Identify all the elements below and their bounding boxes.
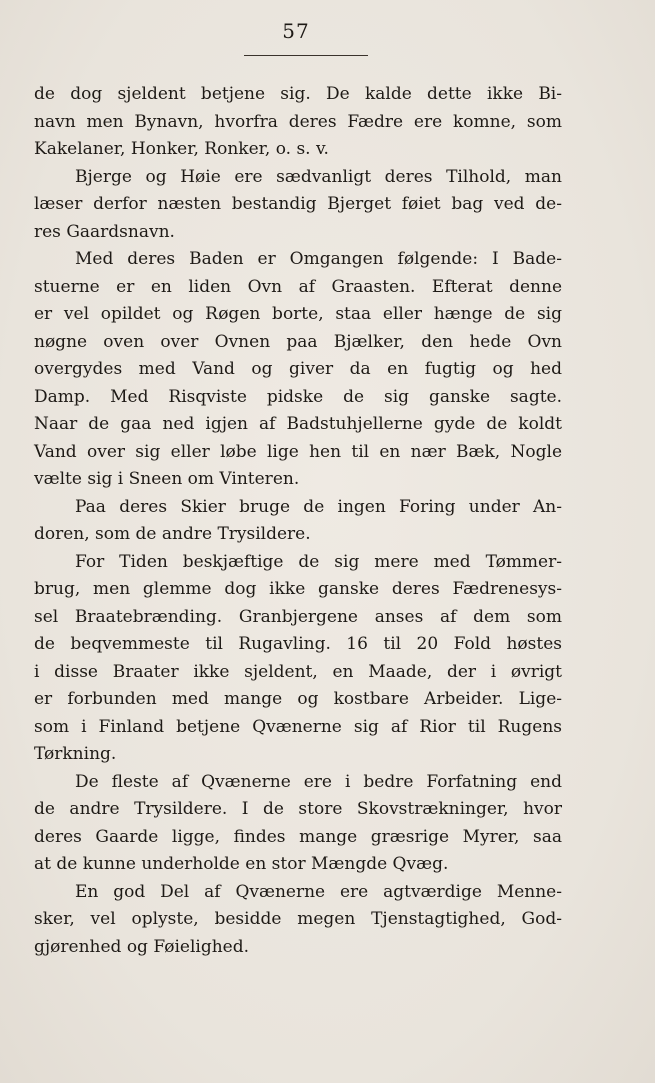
- text-line: En god Del af Qvænerne ere agtværdige Menne-: [75, 881, 562, 902]
- text-line: De fleste af Qvænerne ere i bedre Forfatning end: [75, 771, 562, 792]
- text-line: som i Finland betjene Qvænerne sig af Rior til Rugens: [34, 716, 562, 737]
- text-line: vælte sig i Sneen om Vinteren.: [34, 469, 300, 489]
- header-rule: [244, 55, 368, 56]
- text-line: deres Gaarde ligge, findes mange græsrige Myrer, saa: [34, 826, 562, 847]
- text-line: doren, som de andre Trysildere.: [34, 524, 311, 544]
- text-line: Damp. Med Risqviste pidske de sig ganske sagte.: [34, 386, 562, 407]
- text-line: i disse Braater ikke sjeldent, en Maade, der i øvrigt: [34, 661, 562, 682]
- text-line: læser derfor næsten bestandig Bjerget føiet bag ved de-: [34, 194, 562, 214]
- text-line: stuerne er en liden Ovn af Graasten. Efterat denne: [34, 276, 562, 297]
- text-line: gjørenhed og Føielighed.: [34, 936, 249, 957]
- text-line: overgydes med Vand og giver da en fugtig og hed: [34, 359, 562, 379]
- text-line: Kakelaner, Honker, Ronker, o. s. v.: [34, 139, 329, 159]
- text-line: navn men Bynavn, hvorfra deres Fædre ere komne, som: [34, 111, 562, 132]
- body-text: [34, 81, 562, 961]
- text-line: For Tiden beskjæftige de sig mere med Tømmer-: [75, 551, 562, 572]
- text-line: nøgne oven over Ovnen paa Bjælker, den hede Ovn: [34, 331, 562, 352]
- page-number: 57: [282, 19, 310, 43]
- text-line: de andre Trysildere. I de store Skovstrækninger, hvor: [34, 799, 562, 819]
- text-line: er forbunden med mange og kostbare Arbeider. Lige-: [34, 689, 562, 709]
- text-line: Tørkning.: [34, 744, 117, 764]
- text-line: sker, vel oplyste, besidde megen Tjenstagtighed, God-: [34, 909, 562, 929]
- text-line: de beqvemmeste til Rugavling. 16 til 20 Fold høstes: [34, 634, 562, 654]
- text-line: er vel opildet og Røgen borte, staa eller hænge de sig: [34, 304, 562, 324]
- text-line: Bjerge og Høie ere sædvanligt deres Tilhold, man: [75, 166, 562, 187]
- text-line: Med deres Baden er Omgangen følgende: I Bade-: [75, 249, 562, 269]
- text-line: sel Braatebrænding. Granbjergene anses af dem som: [34, 606, 562, 627]
- text-line: brug, men glemme dog ikke ganske deres Fædrenesys-: [34, 579, 562, 599]
- text-line: de dog sjeldent betjene sig. De kalde dette ikke Bi-: [34, 84, 562, 104]
- text-line: Paa deres Skier bruge de ingen Foring under An-: [75, 496, 562, 517]
- text-line: Naar de gaa ned igjen af Badstuhjellerne gyde de koldt: [34, 414, 562, 434]
- text-line: res Gaardsnavn.: [34, 221, 175, 242]
- text-line: Vand over sig eller løbe lige hen til en nær Bæk, Nogle: [34, 441, 562, 462]
- text-line: at de kunne underholde en stor Mængde Qvæg.: [34, 854, 449, 874]
